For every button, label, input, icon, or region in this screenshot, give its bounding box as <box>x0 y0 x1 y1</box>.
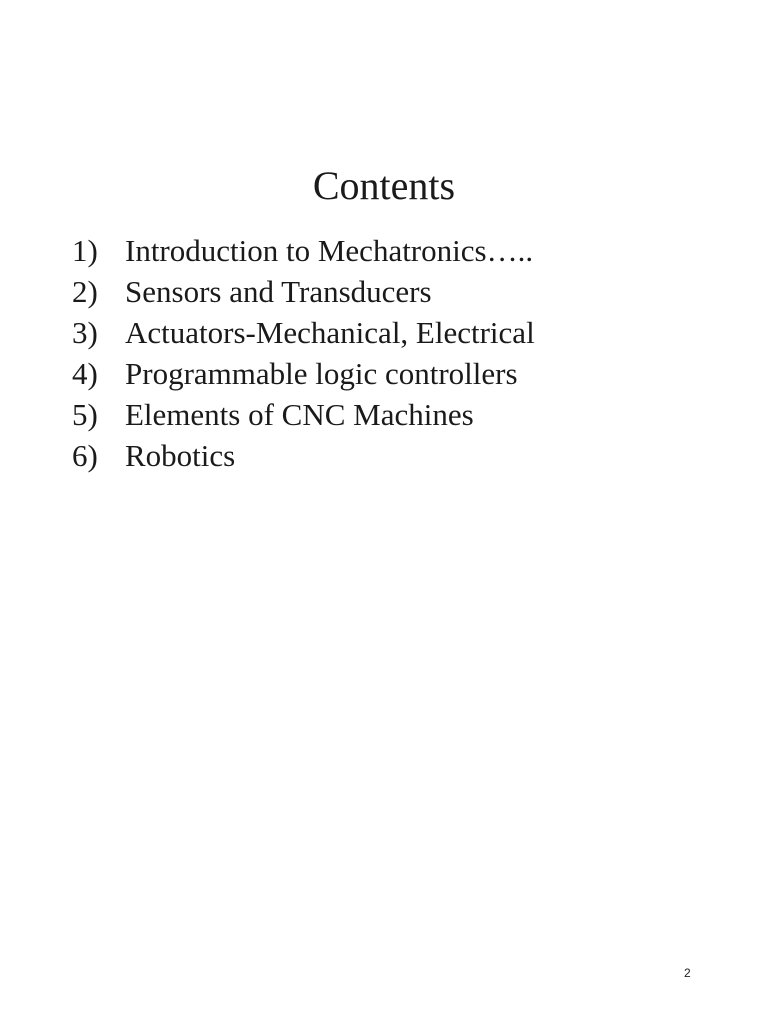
list-item <box>72 435 535 476</box>
item-number: 5) <box>72 397 98 432</box>
list-item <box>72 353 535 394</box>
item-text: Introduction to Mechatronics….. <box>125 233 534 268</box>
contents-list <box>72 230 535 476</box>
page-title: Contents <box>312 163 456 208</box>
item-text: Actuators-Mechanical, Electrical <box>125 315 535 350</box>
list-item <box>72 230 535 271</box>
list-item <box>72 312 535 353</box>
item-number: 3) <box>72 315 98 350</box>
item-number: 4) <box>72 356 98 391</box>
page-number: 2 <box>684 966 691 980</box>
item-number: 6) <box>72 438 98 473</box>
item-text: Sensors and Transducers <box>125 274 432 309</box>
list-item <box>72 271 535 312</box>
item-text: Elements of CNC Machines <box>125 397 474 432</box>
item-text: Programmable logic controllers <box>125 356 518 391</box>
list-item <box>72 394 535 435</box>
item-number: 2) <box>72 274 98 309</box>
item-number: 1) <box>72 233 98 268</box>
item-text: Robotics <box>125 438 236 473</box>
